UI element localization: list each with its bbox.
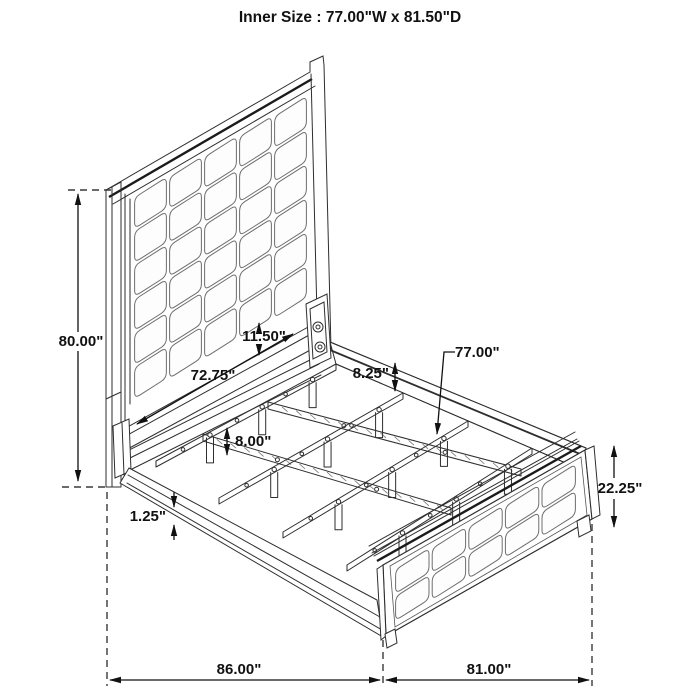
dim-label: 80.00" — [58, 333, 104, 350]
dim-label: 72.75" — [190, 367, 236, 384]
hatch-tick — [437, 448, 443, 453]
rail-bracket — [306, 294, 331, 368]
screw-hole — [325, 437, 329, 441]
hatch-tick — [380, 433, 386, 438]
dim-headboard-height — [59, 190, 112, 487]
hatch-tick — [451, 452, 457, 457]
screw-hole — [284, 392, 288, 396]
dim-label: 22.25" — [597, 480, 643, 497]
hatch-tick — [465, 455, 471, 460]
hatch-tick — [366, 429, 372, 434]
screw-hole — [208, 433, 212, 437]
screw-hole — [390, 467, 394, 471]
hatch-tick — [355, 480, 361, 485]
dim-overall-front — [386, 661, 589, 680]
screw-hole — [442, 436, 446, 440]
slat-leg — [259, 410, 266, 435]
slat-leg — [207, 438, 214, 463]
hatch-tick — [258, 452, 264, 457]
screw-hole — [181, 448, 185, 452]
slat-leg — [309, 383, 316, 408]
screw-hole — [377, 407, 381, 411]
screw-hole — [272, 467, 276, 471]
screw-hole — [400, 531, 404, 535]
hatch-tick — [299, 464, 305, 469]
hatch-tick — [217, 439, 223, 444]
left-side-rail — [120, 468, 383, 637]
slat-leg — [271, 473, 278, 498]
screw-hole — [309, 517, 313, 521]
footboard — [369, 432, 600, 648]
hatch-tick — [296, 411, 302, 416]
dim-slat-leg-height — [227, 428, 271, 455]
hatch-tick — [327, 472, 333, 477]
hatch-tick — [282, 407, 288, 412]
screw-hole — [443, 450, 447, 454]
headboard-tufted-panel — [135, 99, 307, 397]
hatch-tick — [479, 459, 485, 464]
dim-label: 81.00" — [466, 661, 512, 678]
screw-hole — [310, 377, 314, 381]
dim-label: 8.00" — [235, 433, 272, 450]
hatch-tick — [410, 497, 416, 502]
hatch-tick — [409, 440, 415, 445]
right-side-rail — [330, 342, 586, 470]
dim-footboard-height — [598, 446, 643, 527]
screw-hole — [364, 483, 368, 487]
dim-label: 77.00" — [455, 344, 500, 361]
dim-label: 86.00" — [216, 661, 262, 678]
slat-leg — [389, 473, 396, 498]
hatch-tick — [324, 418, 330, 423]
hatch-tick — [423, 501, 429, 506]
hatch-tick — [341, 476, 347, 481]
screw-hole — [235, 419, 239, 423]
slat-leg — [324, 442, 331, 467]
screw-hole — [336, 500, 340, 504]
hatch-tick — [395, 437, 401, 442]
diagram-title: Inner Size : 77.00"W x 81.50"D — [238, 9, 462, 26]
dim-label: 11.50" — [242, 328, 286, 345]
hatch-tick — [396, 493, 402, 498]
screw-hole — [350, 424, 354, 428]
screw-hole — [300, 452, 304, 456]
dim-label: 8.25" — [352, 365, 389, 382]
screw-hole — [414, 453, 418, 457]
screw-hole — [428, 514, 432, 518]
hatch-tick — [313, 468, 319, 473]
dim-label: 1.25" — [129, 508, 166, 525]
slat-leg — [335, 505, 342, 530]
screw-hole — [245, 483, 249, 487]
headboard-post-top — [310, 56, 324, 72]
hatch-tick — [310, 414, 316, 419]
hatch-tick — [493, 463, 499, 468]
screw-hole — [275, 458, 279, 462]
dim-overall-side — [110, 661, 380, 680]
screw-hole — [260, 405, 264, 409]
screw-hole — [375, 487, 379, 491]
hatch-tick — [382, 489, 388, 494]
